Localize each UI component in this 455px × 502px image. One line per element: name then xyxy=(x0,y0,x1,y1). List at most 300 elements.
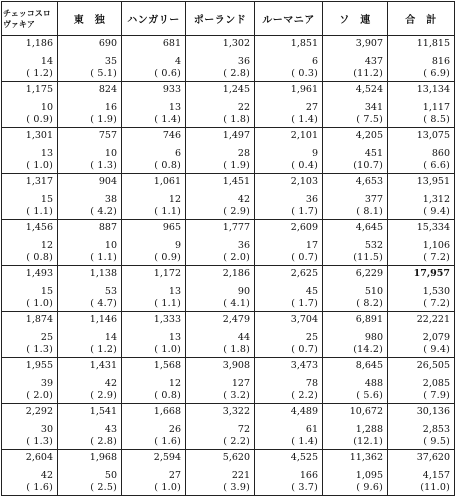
cell-share: ( 2.2) xyxy=(223,436,250,447)
cell-stack xyxy=(58,358,121,401)
cell-value: 15,334 xyxy=(416,222,450,233)
cell-share: ( 1.8) xyxy=(223,114,250,125)
cell-romania xyxy=(255,450,323,496)
cell-count: 6 xyxy=(311,56,318,67)
cell-share: (11.2) xyxy=(353,68,383,79)
cell-stack xyxy=(122,220,185,263)
cell-share: ( 1.9) xyxy=(223,160,250,171)
cell-stack xyxy=(323,82,387,125)
cell-share: ( 1.0) xyxy=(26,298,53,309)
cell-share: ( 1.4) xyxy=(154,114,181,125)
cell-value: 1,175 xyxy=(25,84,53,95)
cell-count: 28 xyxy=(237,148,250,159)
cell-count: 27 xyxy=(168,470,181,481)
cell-total xyxy=(388,174,455,220)
cell-share: ( 2.0) xyxy=(223,252,250,263)
cell-stack xyxy=(58,128,121,171)
cell-stack xyxy=(122,174,185,217)
cell-poland xyxy=(186,450,255,496)
table-row xyxy=(2,36,455,82)
cell-count: 12 xyxy=(168,378,181,389)
cell-value: 1,302 xyxy=(222,38,250,49)
cell-share: ( 1.4) xyxy=(291,114,318,125)
cell-share: ( 8.5) xyxy=(423,114,450,125)
cell-value: 4,524 xyxy=(355,84,383,95)
cell-value: 6,229 xyxy=(355,268,383,279)
cell-hungary xyxy=(122,82,186,128)
cell-share: ( 2.8) xyxy=(223,68,250,79)
cell-share: ( 2.9) xyxy=(90,390,117,401)
cell-value: 2,101 xyxy=(290,130,318,141)
cell-romania xyxy=(255,220,323,266)
cell-value: 1,317 xyxy=(25,176,53,187)
cell-stack xyxy=(186,312,254,355)
cell-stack xyxy=(255,82,322,125)
cell-value: 26,505 xyxy=(416,360,450,371)
cell-czechoslovakia xyxy=(2,174,58,220)
cell-count: 2,079 xyxy=(422,332,450,343)
cell-stack xyxy=(388,36,454,79)
cell-stack xyxy=(58,404,121,447)
cell-count: 50 xyxy=(104,470,117,481)
cell-stack xyxy=(323,174,387,217)
cell-value: 1,541 xyxy=(89,406,117,417)
cell-stack xyxy=(2,266,57,309)
cell-count: 10 xyxy=(104,148,117,159)
cell-share: ( 0.8) xyxy=(26,252,53,263)
cell-count: 341 xyxy=(364,102,383,113)
cell-value: 10,672 xyxy=(349,406,383,417)
cell-share: ( 1.1) xyxy=(154,206,181,217)
cell-stack xyxy=(122,36,185,79)
cell-count: 15 xyxy=(40,194,53,205)
header-poland: ポーランド xyxy=(186,2,255,36)
cell-poland xyxy=(186,36,255,82)
cell-czechoslovakia xyxy=(2,358,58,404)
cell-total xyxy=(388,266,455,312)
cell-value: 2,609 xyxy=(290,222,318,233)
cell-share: (11.5) xyxy=(353,252,383,263)
cell-value: 3,908 xyxy=(222,360,250,371)
cell-share: ( 1.1) xyxy=(154,298,181,309)
cell-value: 11,815 xyxy=(416,38,450,49)
cell-poland xyxy=(186,220,255,266)
cell-total xyxy=(388,312,455,358)
cell-total xyxy=(388,36,455,82)
cell-stack xyxy=(323,128,387,171)
cell-share: ( 0.9) xyxy=(154,252,181,263)
cell-share: ( 9.6) xyxy=(356,482,383,493)
cell-soviet-union xyxy=(323,404,388,450)
cell-count: 9 xyxy=(174,240,181,251)
cell-count: 4,157 xyxy=(422,470,450,481)
cell-count: 42 xyxy=(104,378,117,389)
cell-count: 36 xyxy=(305,194,318,205)
cell-count: 35 xyxy=(104,56,117,67)
cell-share: ( 3.9) xyxy=(223,482,250,493)
cell-value: 887 xyxy=(98,222,117,233)
cell-stack xyxy=(58,82,121,125)
cell-value: 1,874 xyxy=(25,314,53,325)
cell-stack xyxy=(323,36,387,79)
cell-value: 1,431 xyxy=(89,360,117,371)
cell-stack xyxy=(2,36,57,79)
cell-count: 15 xyxy=(40,286,53,297)
cell-stack xyxy=(255,312,322,355)
cell-value: 690 xyxy=(98,38,117,49)
cell-share: ( 1.4) xyxy=(291,436,318,447)
cell-value: 1,186 xyxy=(25,38,53,49)
cell-east-germany xyxy=(58,36,122,82)
cell-stack xyxy=(255,36,322,79)
cell-value: 17,957 xyxy=(413,268,450,279)
cell-share: ( 0.9) xyxy=(26,114,53,125)
cell-share: ( 7.2) xyxy=(423,252,450,263)
cell-count: 42 xyxy=(40,470,53,481)
cell-stack xyxy=(186,450,254,493)
cell-share: (11.0) xyxy=(420,482,450,493)
cell-stack xyxy=(388,404,454,447)
cell-count: 377 xyxy=(364,194,383,205)
cell-stack xyxy=(323,450,387,493)
cell-czechoslovakia xyxy=(2,312,58,358)
cell-soviet-union xyxy=(323,312,388,358)
cell-czechoslovakia xyxy=(2,128,58,174)
cell-value: 1,851 xyxy=(290,38,318,49)
cell-count: 4 xyxy=(174,56,181,67)
cell-hungary xyxy=(122,266,186,312)
cell-share: ( 1.0) xyxy=(154,344,181,355)
cell-count: 166 xyxy=(299,470,318,481)
cell-value: 13,134 xyxy=(416,84,450,95)
cell-east-germany xyxy=(58,128,122,174)
cell-value: 1,451 xyxy=(222,176,250,187)
cell-soviet-union xyxy=(323,174,388,220)
cell-share: ( 1.9) xyxy=(90,114,117,125)
cell-romania xyxy=(255,266,323,312)
trade-statistics-table xyxy=(1,1,455,496)
cell-stack xyxy=(122,404,185,447)
cell-share: (12.1) xyxy=(353,436,383,447)
cell-stack xyxy=(388,128,454,171)
header-hungary: ハンガリー xyxy=(122,2,186,36)
cell-share: ( 0.4) xyxy=(291,160,318,171)
cell-stack xyxy=(186,358,254,401)
cell-value: 1,456 xyxy=(25,222,53,233)
cell-stack xyxy=(323,312,387,355)
cell-share: ( 0.3) xyxy=(291,68,318,79)
header-soviet-union: ソ 連 xyxy=(323,2,388,36)
cell-stack xyxy=(323,404,387,447)
cell-count: 13 xyxy=(40,148,53,159)
cell-stack xyxy=(58,450,121,493)
cell-stack xyxy=(122,358,185,401)
cell-share: ( 3.7) xyxy=(291,482,318,493)
cell-count: 12 xyxy=(40,240,53,251)
cell-value: 3,473 xyxy=(290,360,318,371)
cell-count: 13 xyxy=(168,286,181,297)
cell-count: 12 xyxy=(168,194,181,205)
cell-stack xyxy=(58,36,121,79)
cell-value: 4,489 xyxy=(290,406,318,417)
cell-count: 980 xyxy=(364,332,383,343)
cell-share: ( 2.8) xyxy=(90,436,117,447)
cell-soviet-union xyxy=(323,358,388,404)
cell-count: 13 xyxy=(168,332,181,343)
cell-poland xyxy=(186,82,255,128)
cell-value: 8,645 xyxy=(355,360,383,371)
cell-czechoslovakia xyxy=(2,220,58,266)
cell-value: 4,645 xyxy=(355,222,383,233)
cell-value: 746 xyxy=(162,130,181,141)
table-row xyxy=(2,174,455,220)
cell-value: 3,322 xyxy=(222,406,250,417)
cell-value: 1,777 xyxy=(222,222,250,233)
cell-count: 1,095 xyxy=(355,470,383,481)
cell-total xyxy=(388,450,455,496)
cell-romania xyxy=(255,358,323,404)
cell-stack xyxy=(255,266,322,309)
cell-east-germany xyxy=(58,82,122,128)
cell-value: 22,221 xyxy=(416,314,450,325)
cell-east-germany xyxy=(58,220,122,266)
cell-poland xyxy=(186,404,255,450)
cell-share: ( 0.6) xyxy=(154,68,181,79)
cell-count: 1,106 xyxy=(422,240,450,251)
header-row xyxy=(2,2,455,36)
cell-stack xyxy=(388,358,454,401)
cell-value: 2,479 xyxy=(222,314,250,325)
table-row xyxy=(2,450,455,496)
cell-share: ( 0.7) xyxy=(291,344,318,355)
cell-stack xyxy=(58,312,121,355)
cell-share: ( 9.4) xyxy=(423,206,450,217)
cell-value: 2,186 xyxy=(222,268,250,279)
cell-east-germany xyxy=(58,450,122,496)
cell-share: ( 1.3) xyxy=(26,344,53,355)
cell-share: ( 1.7) xyxy=(291,298,318,309)
cell-count: 437 xyxy=(364,56,383,67)
cell-value: 1,245 xyxy=(222,84,250,95)
cell-value: 1,138 xyxy=(89,268,117,279)
cell-poland xyxy=(186,266,255,312)
cell-count: 1,288 xyxy=(355,424,383,435)
cell-count: 36 xyxy=(237,56,250,67)
cell-share: ( 1.2) xyxy=(26,68,53,79)
cell-stack xyxy=(122,312,185,355)
cell-value: 6,891 xyxy=(355,314,383,325)
cell-count: 44 xyxy=(237,332,250,343)
cell-hungary xyxy=(122,36,186,82)
cell-hungary xyxy=(122,404,186,450)
cell-count: 72 xyxy=(237,424,250,435)
cell-share: ( 2.9) xyxy=(223,206,250,217)
cell-stack xyxy=(255,174,322,217)
cell-stack xyxy=(388,312,454,355)
cell-share: ( 1.1) xyxy=(26,206,53,217)
cell-value: 13,075 xyxy=(416,130,450,141)
cell-share: ( 4.7) xyxy=(90,298,117,309)
cell-share: ( 0.8) xyxy=(154,160,181,171)
cell-stack xyxy=(122,450,185,493)
cell-count: 532 xyxy=(364,240,383,251)
cell-stack xyxy=(255,128,322,171)
cell-stack xyxy=(186,82,254,125)
cell-value: 1,493 xyxy=(25,268,53,279)
cell-stack xyxy=(2,174,57,217)
cell-poland xyxy=(186,312,255,358)
cell-stack xyxy=(122,128,185,171)
cell-soviet-union xyxy=(323,450,388,496)
cell-soviet-union xyxy=(323,266,388,312)
cell-east-germany xyxy=(58,404,122,450)
cell-count: 816 xyxy=(431,56,450,67)
cell-count: 14 xyxy=(40,56,53,67)
cell-share: ( 9.5) xyxy=(423,436,450,447)
cell-east-germany xyxy=(58,312,122,358)
cell-value: 1,955 xyxy=(25,360,53,371)
header-czechoslovakia: チェッコスロヴァキア xyxy=(2,2,58,36)
cell-count: 43 xyxy=(104,424,117,435)
cell-value: 965 xyxy=(162,222,181,233)
cell-value: 2,292 xyxy=(25,406,53,417)
cell-share: ( 4.2) xyxy=(90,206,117,217)
cell-stack xyxy=(186,36,254,79)
cell-share: ( 5.6) xyxy=(356,390,383,401)
header-total: 合 計 xyxy=(388,2,455,36)
cell-soviet-union xyxy=(323,82,388,128)
cell-share: ( 4.1) xyxy=(223,298,250,309)
cell-czechoslovakia xyxy=(2,36,58,82)
cell-hungary xyxy=(122,358,186,404)
cell-stack xyxy=(2,220,57,263)
cell-share: ( 7.2) xyxy=(423,298,450,309)
cell-count: 127 xyxy=(231,378,250,389)
cell-count: 22 xyxy=(237,102,250,113)
cell-count: 13 xyxy=(168,102,181,113)
cell-total xyxy=(388,404,455,450)
cell-count: 30 xyxy=(40,424,53,435)
cell-share: ( 8.2) xyxy=(356,298,383,309)
cell-count: 25 xyxy=(40,332,53,343)
cell-czechoslovakia xyxy=(2,404,58,450)
cell-count: 2,853 xyxy=(422,424,450,435)
cell-value: 4,525 xyxy=(290,452,318,463)
cell-value: 37,620 xyxy=(416,452,450,463)
cell-count: 42 xyxy=(237,194,250,205)
cell-stack xyxy=(255,404,322,447)
cell-stack xyxy=(388,266,454,309)
cell-count: 27 xyxy=(305,102,318,113)
cell-count: 17 xyxy=(305,240,318,251)
cell-value: 2,103 xyxy=(290,176,318,187)
cell-share: ( 1.1) xyxy=(90,252,117,263)
table-row xyxy=(2,220,455,266)
cell-total xyxy=(388,220,455,266)
cell-share: (14.2) xyxy=(353,344,383,355)
cell-romania xyxy=(255,82,323,128)
cell-stack xyxy=(323,358,387,401)
cell-stack xyxy=(186,174,254,217)
cell-count: 1,312 xyxy=(422,194,450,205)
cell-share: ( 1.6) xyxy=(26,482,53,493)
cell-share: ( 1.0) xyxy=(26,160,53,171)
cell-count: 860 xyxy=(431,148,450,159)
cell-stack xyxy=(323,220,387,263)
cell-total xyxy=(388,82,455,128)
table-body xyxy=(2,36,455,496)
cell-stack xyxy=(388,174,454,217)
cell-stack xyxy=(323,266,387,309)
cell-share: ( 2.2) xyxy=(291,390,318,401)
cell-romania xyxy=(255,174,323,220)
cell-poland xyxy=(186,174,255,220)
cell-value: 933 xyxy=(162,84,181,95)
cell-value: 4,205 xyxy=(355,130,383,141)
cell-count: 39 xyxy=(40,378,53,389)
cell-stack xyxy=(2,312,57,355)
cell-stack xyxy=(2,450,57,493)
cell-share: ( 6.9) xyxy=(423,68,450,79)
cell-value: 681 xyxy=(162,38,181,49)
cell-stack xyxy=(255,358,322,401)
cell-value: 1,061 xyxy=(153,176,181,187)
cell-count: 6 xyxy=(174,148,181,159)
cell-share: ( 1.6) xyxy=(154,436,181,447)
cell-share: ( 3.2) xyxy=(223,390,250,401)
cell-share: ( 7.9) xyxy=(423,390,450,401)
cell-stack xyxy=(388,450,454,493)
cell-share: (10.7) xyxy=(353,160,383,171)
cell-value: 1,301 xyxy=(25,130,53,141)
cell-value: 11,362 xyxy=(349,452,383,463)
cell-romania xyxy=(255,36,323,82)
cell-poland xyxy=(186,128,255,174)
cell-count: 25 xyxy=(305,332,318,343)
cell-czechoslovakia xyxy=(2,266,58,312)
cell-count: 221 xyxy=(231,470,250,481)
cell-share: ( 5.1) xyxy=(90,68,117,79)
cell-hungary xyxy=(122,450,186,496)
cell-count: 488 xyxy=(364,378,383,389)
cell-value: 5,620 xyxy=(222,452,250,463)
cell-stack xyxy=(388,220,454,263)
cell-stack xyxy=(58,174,121,217)
cell-share: ( 0.7) xyxy=(291,252,318,263)
cell-value: 1,961 xyxy=(290,84,318,95)
cell-poland xyxy=(186,358,255,404)
cell-hungary xyxy=(122,174,186,220)
cell-soviet-union xyxy=(323,128,388,174)
cell-count: 510 xyxy=(364,286,383,297)
cell-count: 14 xyxy=(104,332,117,343)
cell-count: 16 xyxy=(104,102,117,113)
cell-count: 1,530 xyxy=(422,286,450,297)
cell-stack xyxy=(122,266,185,309)
cell-share: ( 1.3) xyxy=(26,436,53,447)
cell-soviet-union xyxy=(323,220,388,266)
cell-east-germany xyxy=(58,174,122,220)
cell-stack xyxy=(122,82,185,125)
cell-count: 2,085 xyxy=(422,378,450,389)
cell-share: ( 1.7) xyxy=(291,206,318,217)
cell-share: ( 0.8) xyxy=(154,390,181,401)
cell-stack xyxy=(186,220,254,263)
table-row xyxy=(2,312,455,358)
cell-value: 13,951 xyxy=(416,176,450,187)
cell-count: 1,117 xyxy=(422,102,450,113)
cell-stack xyxy=(186,404,254,447)
